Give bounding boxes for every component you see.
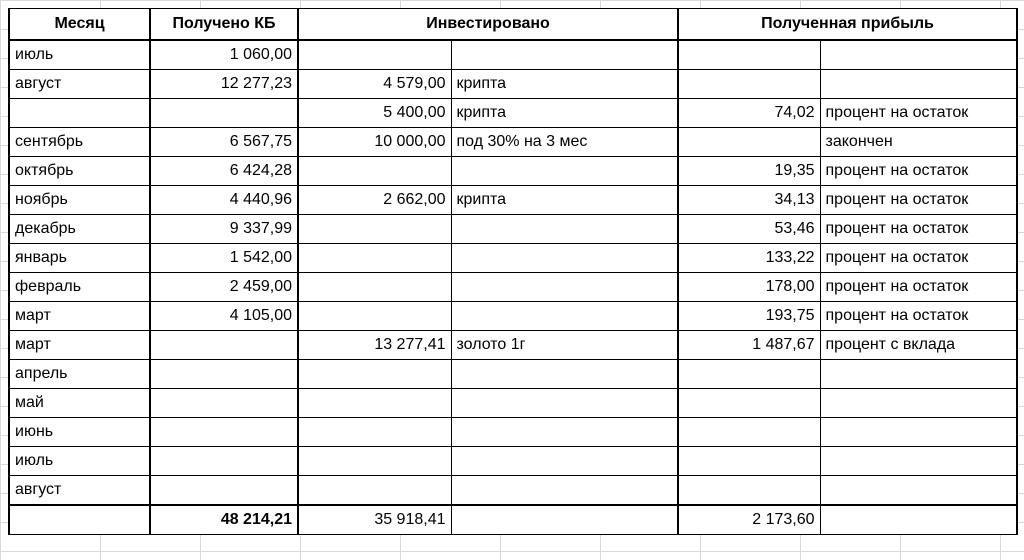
- profit-note-cell[interactable]: процент на остаток: [820, 156, 1017, 185]
- month-cell[interactable]: июль: [9, 40, 150, 70]
- table-row: [9, 301, 1017, 330]
- profit-cell[interactable]: [678, 446, 820, 475]
- received-cell[interactable]: 6 567,75: [150, 127, 298, 156]
- header-row: [9, 9, 1017, 40]
- header-profit[interactable]: Полученная прибыль: [678, 9, 1017, 40]
- invested-cell[interactable]: [298, 243, 451, 272]
- invest-note-cell[interactable]: [451, 156, 678, 185]
- profit-cell[interactable]: 193,75: [678, 301, 820, 330]
- invest-note-cell[interactable]: [451, 243, 678, 272]
- table-row: [9, 388, 1017, 417]
- table-row: [9, 475, 1017, 505]
- invest-note-cell[interactable]: под 30% на 3 мес: [451, 127, 678, 156]
- total-month-cell[interactable]: [9, 505, 150, 535]
- profit-note-cell[interactable]: процент на остаток: [820, 272, 1017, 301]
- total-profit-cell[interactable]: 2 173,60: [678, 505, 820, 535]
- invested-cell[interactable]: [298, 214, 451, 243]
- invest-note-cell[interactable]: [451, 388, 678, 417]
- received-cell[interactable]: 1 060,00: [150, 40, 298, 70]
- profit-cell[interactable]: 133,22: [678, 243, 820, 272]
- invested-cell[interactable]: 5 400,00: [298, 98, 451, 127]
- total-profit-note-cell[interactable]: [820, 505, 1017, 535]
- profit-note-cell[interactable]: процент на остаток: [820, 98, 1017, 127]
- profit-note-cell[interactable]: процент на остаток: [820, 185, 1017, 214]
- table-row: [9, 40, 1017, 70]
- invest-note-cell[interactable]: [451, 272, 678, 301]
- finance-table: [8, 8, 1018, 535]
- received-cell[interactable]: 4 440,96: [150, 185, 298, 214]
- month-cell[interactable]: март: [9, 301, 150, 330]
- totals-row: [9, 505, 1017, 535]
- profit-cell[interactable]: 34,13: [678, 185, 820, 214]
- invested-cell[interactable]: 2 662,00: [298, 185, 451, 214]
- invest-note-cell[interactable]: [451, 475, 678, 505]
- invest-note-cell[interactable]: [451, 446, 678, 475]
- table-row: [9, 214, 1017, 243]
- received-cell[interactable]: [150, 330, 298, 359]
- profit-cell[interactable]: [678, 69, 820, 98]
- table-row: [9, 359, 1017, 388]
- invested-cell[interactable]: [298, 301, 451, 330]
- profit-note-cell[interactable]: [820, 69, 1017, 98]
- table-row: [9, 330, 1017, 359]
- table-row: [9, 156, 1017, 185]
- profit-cell[interactable]: 53,46: [678, 214, 820, 243]
- month-cell[interactable]: июнь: [9, 417, 150, 446]
- profit-note-cell[interactable]: [820, 359, 1017, 388]
- invest-note-cell[interactable]: [451, 301, 678, 330]
- received-cell[interactable]: [150, 359, 298, 388]
- invested-cell[interactable]: 4 579,00: [298, 69, 451, 98]
- table-row: [9, 243, 1017, 272]
- profit-note-cell[interactable]: [820, 40, 1017, 70]
- total-invest-note-cell[interactable]: [451, 505, 678, 535]
- invest-note-cell[interactable]: [451, 40, 678, 70]
- invested-cell[interactable]: [298, 272, 451, 301]
- month-cell[interactable]: апрель: [9, 359, 150, 388]
- received-cell[interactable]: [150, 475, 298, 505]
- table-row: [9, 417, 1017, 446]
- received-cell[interactable]: 1 542,00: [150, 243, 298, 272]
- total-received-cell[interactable]: 48 214,21: [150, 505, 298, 535]
- received-cell[interactable]: [150, 417, 298, 446]
- invest-note-cell[interactable]: крипта: [451, 185, 678, 214]
- profit-note-cell[interactable]: процент на остаток: [820, 214, 1017, 243]
- profit-cell[interactable]: 74,02: [678, 98, 820, 127]
- invest-note-cell[interactable]: золото 1г: [451, 330, 678, 359]
- invest-note-cell[interactable]: [451, 214, 678, 243]
- invested-cell[interactable]: [298, 446, 451, 475]
- header-month[interactable]: Месяц: [9, 9, 150, 40]
- received-cell[interactable]: 6 424,28: [150, 156, 298, 185]
- profit-note-cell[interactable]: [820, 417, 1017, 446]
- profit-note-cell[interactable]: закончен: [820, 127, 1017, 156]
- received-cell[interactable]: [150, 446, 298, 475]
- received-cell[interactable]: 9 337,99: [150, 214, 298, 243]
- invest-note-cell[interactable]: крипта: [451, 69, 678, 98]
- received-cell[interactable]: 12 277,23: [150, 69, 298, 98]
- profit-note-cell[interactable]: процент с вклада: [820, 330, 1017, 359]
- profit-note-cell[interactable]: [820, 446, 1017, 475]
- month-cell[interactable]: февраль: [9, 272, 150, 301]
- month-cell[interactable]: сентябрь: [9, 127, 150, 156]
- month-cell[interactable]: октябрь: [9, 156, 150, 185]
- month-cell[interactable]: июль: [9, 446, 150, 475]
- profit-note-cell[interactable]: [820, 475, 1017, 505]
- invest-note-cell[interactable]: крипта: [451, 98, 678, 127]
- profit-cell[interactable]: [678, 388, 820, 417]
- month-cell[interactable]: август: [9, 475, 150, 505]
- invested-cell[interactable]: [298, 359, 451, 388]
- month-cell[interactable]: ноябрь: [9, 185, 150, 214]
- table-row: [9, 272, 1017, 301]
- month-cell[interactable]: март: [9, 330, 150, 359]
- invested-cell[interactable]: 13 277,41: [298, 330, 451, 359]
- total-invested-cell[interactable]: 35 918,41: [298, 505, 451, 535]
- table-row: [9, 98, 1017, 127]
- profit-note-cell[interactable]: процент на остаток: [820, 243, 1017, 272]
- invested-cell[interactable]: [298, 388, 451, 417]
- month-cell[interactable]: январь: [9, 243, 150, 272]
- profit-cell[interactable]: [678, 40, 820, 70]
- profit-cell[interactable]: [678, 475, 820, 505]
- month-cell[interactable]: [9, 98, 150, 127]
- profit-cell[interactable]: 178,00: [678, 272, 820, 301]
- profit-note-cell[interactable]: [820, 388, 1017, 417]
- table-row: [9, 185, 1017, 214]
- header-received[interactable]: Получено КБ: [150, 9, 298, 40]
- month-cell[interactable]: август: [9, 69, 150, 98]
- invested-cell[interactable]: 10 000,00: [298, 127, 451, 156]
- table-row: [9, 446, 1017, 475]
- received-cell[interactable]: 4 105,00: [150, 301, 298, 330]
- profit-note-cell[interactable]: процент на остаток: [820, 301, 1017, 330]
- invested-cell[interactable]: [298, 475, 451, 505]
- profit-cell[interactable]: 19,35: [678, 156, 820, 185]
- header-invested[interactable]: Инвестировано: [298, 9, 678, 40]
- invested-cell[interactable]: [298, 156, 451, 185]
- table-row: [9, 69, 1017, 98]
- profit-cell[interactable]: 1 487,67: [678, 330, 820, 359]
- invested-cell[interactable]: [298, 417, 451, 446]
- table-row: [9, 127, 1017, 156]
- invested-cell[interactable]: [298, 40, 451, 70]
- profit-cell[interactable]: [678, 417, 820, 446]
- invest-note-cell[interactable]: [451, 417, 678, 446]
- received-cell[interactable]: [150, 388, 298, 417]
- invest-note-cell[interactable]: [451, 359, 678, 388]
- profit-cell[interactable]: [678, 127, 820, 156]
- month-cell[interactable]: май: [9, 388, 150, 417]
- table-body: [9, 40, 1017, 505]
- received-cell[interactable]: 2 459,00: [150, 272, 298, 301]
- month-cell[interactable]: декабрь: [9, 214, 150, 243]
- profit-cell[interactable]: [678, 359, 820, 388]
- received-cell[interactable]: [150, 98, 298, 127]
